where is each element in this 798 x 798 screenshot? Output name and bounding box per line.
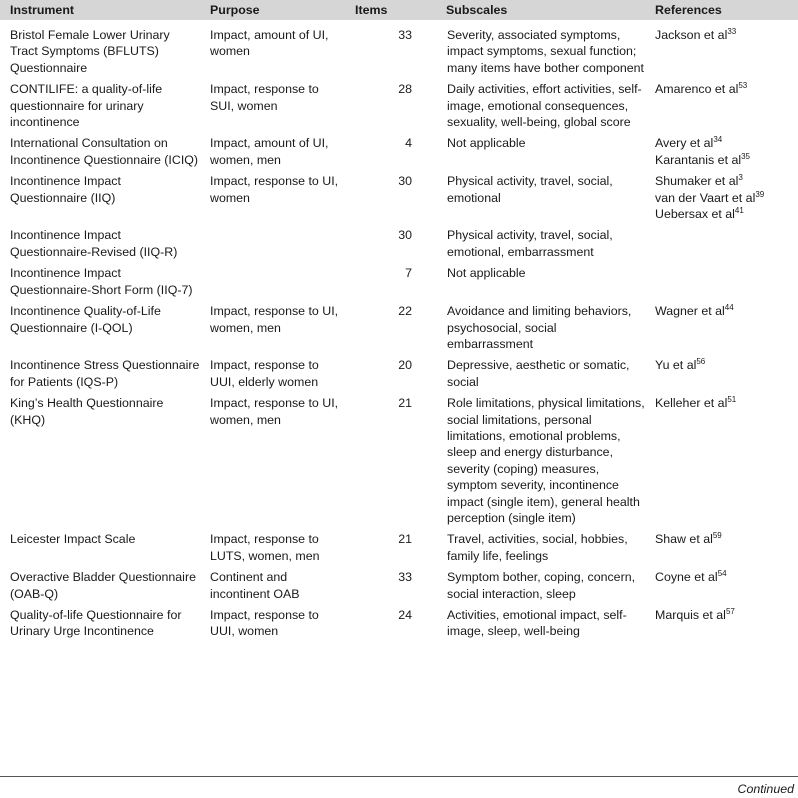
reference-number: 44 bbox=[724, 303, 734, 313]
cell-items: 24 bbox=[398, 608, 412, 622]
cell-purpose: Impact, response to UI, women bbox=[210, 174, 339, 205]
cell-purpose: Impact, response to UUI, elderly women bbox=[210, 358, 319, 389]
cell-items: 21 bbox=[398, 396, 412, 411]
cell-purpose bbox=[200, 227, 343, 265]
cell-subscales: Travel, activities, social, hobbies, family life, feelings bbox=[447, 532, 628, 563]
reference-author: Coyne et al bbox=[655, 570, 718, 585]
cell-subscales: Avoidance and limiting behaviors, psychosocial, social embarrassment bbox=[447, 304, 632, 351]
cell-references bbox=[645, 395, 798, 531]
reference-citation bbox=[655, 357, 794, 373]
reference-number: 41 bbox=[734, 206, 744, 216]
reference-author: Amarenco et al bbox=[655, 82, 739, 97]
reference-author: Shaw et al bbox=[655, 532, 713, 547]
cell-items: 30 bbox=[398, 228, 412, 243]
reference-citation bbox=[655, 303, 794, 319]
cell-references bbox=[645, 135, 798, 173]
reference-number: 54 bbox=[717, 569, 727, 579]
reference-author: Avery et al bbox=[655, 136, 714, 151]
cell-purpose: Impact, response to SUI, women bbox=[210, 82, 319, 113]
cell-items: 20 bbox=[398, 358, 412, 373]
cell-purpose bbox=[200, 265, 343, 303]
cell-items: 4 bbox=[405, 136, 412, 151]
cell-subscales: Depressive, aesthetic or somatic, social bbox=[447, 358, 630, 389]
cell-subscales: Physical activity, travel, social, emotional, embarrassment bbox=[447, 228, 613, 259]
cell-instrument: Incontinence Stress Questionnaire for Patients (IQS-P) bbox=[10, 358, 200, 389]
reference-citation bbox=[655, 206, 794, 222]
reference-author: Kelleher et al bbox=[655, 396, 728, 411]
cell-items: 7 bbox=[405, 266, 412, 281]
reference-citation bbox=[655, 395, 794, 411]
reference-number: 51 bbox=[727, 395, 737, 405]
reference-number: 59 bbox=[712, 531, 722, 541]
reference-citation bbox=[655, 190, 794, 206]
reference-author: Karantanis et al bbox=[655, 152, 742, 167]
header-row bbox=[0, 0, 798, 20]
reference-number: 35 bbox=[741, 151, 751, 161]
header-items: Items bbox=[355, 3, 388, 17]
cell-instrument: King’s Health Questionnaire (KHQ) bbox=[10, 396, 164, 427]
cell-purpose: Impact, response to UI, women, men bbox=[210, 304, 339, 335]
cell-references bbox=[645, 303, 798, 357]
reference-author: Shumaker et al bbox=[655, 174, 739, 189]
table-row bbox=[0, 357, 798, 395]
cell-items: 33 bbox=[398, 28, 412, 42]
table-row bbox=[0, 607, 798, 645]
cell-instrument: Incontinence Impact Questionnaire-Short Form (IIQ-7) bbox=[10, 266, 193, 297]
continued-label: Continued bbox=[737, 782, 794, 796]
reference-citation bbox=[655, 152, 794, 168]
reference-number: 53 bbox=[738, 81, 748, 91]
reference-number: 3 bbox=[738, 173, 743, 183]
reference-citation bbox=[655, 569, 794, 585]
cell-instrument: International Consultation on Incontinence Questionnaire (ICIQ) bbox=[10, 136, 199, 167]
reference-citation bbox=[655, 173, 794, 189]
cell-items: 28 bbox=[398, 82, 412, 97]
cell-subscales: Severity, associated symptoms, impact symptoms, sexual function; many items have bother component bbox=[447, 28, 644, 75]
reference-citation bbox=[655, 531, 794, 547]
reference-number: 33 bbox=[727, 27, 737, 36]
cell-instrument: Incontinence Impact Questionnaire (IIQ) bbox=[10, 174, 121, 205]
cell-items: 22 bbox=[398, 304, 412, 319]
reference-number: 34 bbox=[713, 135, 723, 145]
cell-items: 33 bbox=[398, 570, 412, 585]
cell-instrument: Incontinence Quality-of-Life Questionnaire (I-QOL) bbox=[10, 304, 161, 335]
reference-author: van der Vaart et al bbox=[655, 190, 756, 205]
cell-instrument: Overactive Bladder Questionnaire (OAB-Q) bbox=[10, 570, 196, 601]
cell-references bbox=[645, 569, 798, 607]
reference-author: Marquis et al bbox=[655, 608, 726, 622]
cell-subscales: Role limitations, physical limitations, social limitations, personal limitations, emotional problems, sleep and energy disturbance, severity (coping) measures, symptom severity, incontinence impact (single item), general health perception (single item) bbox=[447, 396, 645, 525]
header-purpose: Purpose bbox=[210, 3, 260, 17]
cell-items: 21 bbox=[398, 532, 412, 547]
reference-author: Wagner et al bbox=[655, 304, 725, 319]
cell-subscales: Not applicable bbox=[447, 266, 526, 281]
table-row bbox=[0, 81, 798, 135]
table-row bbox=[0, 173, 798, 227]
cell-subscales: Daily activities, effort activities, self-image, emotional consequences, sexuality, well-being, global score bbox=[447, 82, 642, 130]
reference-citation bbox=[655, 81, 794, 97]
cell-subscales: Not applicable bbox=[447, 136, 526, 151]
table-header bbox=[0, 0, 798, 20]
cell-subscales: Activities, emotional impact, self-image, sleep, well-being bbox=[447, 608, 627, 639]
cell-references bbox=[645, 20, 798, 81]
reference-number: 56 bbox=[696, 357, 706, 367]
table-row bbox=[0, 303, 798, 357]
reference-citation bbox=[655, 607, 794, 623]
reference-number: 57 bbox=[725, 607, 735, 616]
header-instrument: Instrument bbox=[10, 3, 75, 17]
reference-author: Yu et al bbox=[655, 358, 697, 373]
reference-author: Uebersax et al bbox=[655, 207, 735, 222]
cell-purpose: Impact, response to LUTS, women, men bbox=[210, 532, 320, 563]
cell-purpose: Impact, amount of UI, women bbox=[210, 28, 329, 59]
table-row bbox=[0, 20, 798, 81]
table-row bbox=[0, 395, 798, 531]
cell-references bbox=[645, 607, 798, 645]
table-row bbox=[0, 227, 798, 265]
table-row bbox=[0, 569, 798, 607]
reference-author: Jackson et al bbox=[655, 28, 728, 42]
table-row bbox=[0, 531, 798, 569]
reference-citation bbox=[655, 135, 794, 151]
table-row bbox=[0, 265, 798, 303]
cell-instrument: Incontinence Impact Questionnaire-Revised (IIQ-R) bbox=[10, 228, 178, 259]
reference-citation bbox=[655, 27, 794, 43]
reference-number: 39 bbox=[755, 189, 765, 199]
cell-references bbox=[645, 173, 798, 227]
header-subscales: Subscales bbox=[446, 3, 508, 17]
cell-subscales: Physical activity, travel, social, emotional bbox=[447, 174, 613, 205]
cell-instrument: Leicester Impact Scale bbox=[10, 532, 136, 547]
cell-purpose: Continent and incontinent OAB bbox=[210, 570, 300, 601]
header-references: References bbox=[655, 3, 722, 17]
bottom-rule bbox=[0, 776, 798, 777]
cell-instrument: Quality-of-life Questionnaire for Urinary Urge Incontinence bbox=[10, 608, 182, 639]
cell-items: 30 bbox=[398, 174, 412, 189]
cell-references bbox=[645, 81, 798, 135]
cell-purpose: Impact, amount of UI, women, men bbox=[210, 136, 329, 167]
cell-references bbox=[645, 227, 798, 265]
cell-subscales: Symptom bother, coping, concern, social interaction, sleep bbox=[447, 570, 636, 601]
cell-instrument: Bristol Female Lower Urinary Tract Symptoms (BFLUTS) Questionnaire bbox=[10, 28, 170, 75]
cell-instrument: CONTILIFE: a quality-of-life questionnaire for urinary incontinence bbox=[10, 82, 163, 130]
table-row bbox=[0, 135, 798, 173]
cell-references bbox=[645, 265, 798, 303]
cell-purpose: Impact, response to UI, women, men bbox=[210, 396, 339, 427]
table-body bbox=[0, 20, 798, 645]
cell-references bbox=[645, 357, 798, 395]
cell-references bbox=[645, 531, 798, 569]
cell-purpose: Impact, response to UUI, women bbox=[210, 608, 319, 639]
